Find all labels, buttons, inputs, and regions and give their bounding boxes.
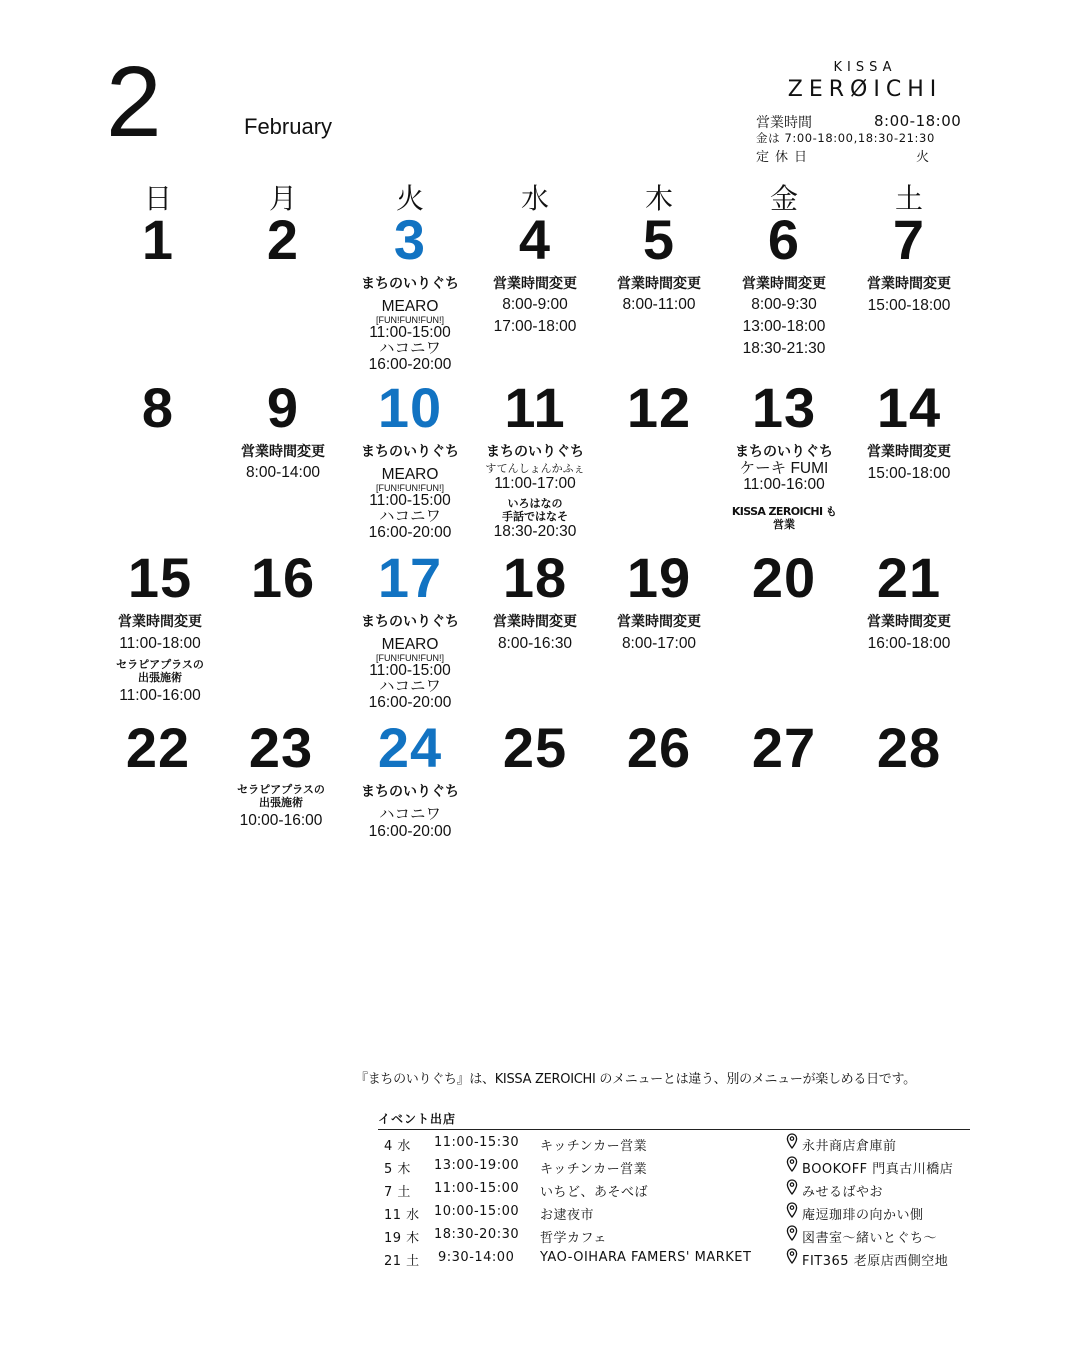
event-text: ハコニワ bbox=[378, 678, 441, 695]
day-4 bbox=[473, 208, 597, 336]
event-text: MEARO bbox=[381, 466, 439, 483]
day-16 bbox=[221, 546, 345, 609]
event-name: 哲学カフェ bbox=[540, 1231, 607, 1246]
event-row bbox=[378, 1199, 970, 1222]
day-9 bbox=[221, 376, 345, 482]
event-text: ケーキ FUMI bbox=[739, 460, 829, 477]
day-15 bbox=[98, 546, 222, 705]
footnote: 『まちのいりぐち』は、KISSA ZEROICHI のメニューとは違う、別のメニューが楽しめる日です。 bbox=[355, 1072, 916, 1087]
day-number: 20 bbox=[751, 546, 817, 609]
event-row bbox=[378, 1176, 970, 1199]
event-place: 庵逗珈琲の向かい側 bbox=[802, 1208, 924, 1223]
event-text: ハコニワ bbox=[378, 806, 441, 823]
event-time: 10:00-15:00 bbox=[434, 1204, 520, 1219]
day-events bbox=[597, 275, 721, 314]
day-events bbox=[473, 275, 597, 336]
event-text: ハコニワ bbox=[378, 508, 441, 525]
day-1 bbox=[96, 208, 220, 271]
month-number: 2 bbox=[106, 46, 160, 158]
event-place: BOOKOFF 門真古川橋店 bbox=[802, 1162, 954, 1177]
event-list bbox=[378, 1110, 970, 1268]
day-28 bbox=[847, 716, 971, 779]
event-time: 8:00-16:30 bbox=[497, 635, 573, 652]
day-number: 22 bbox=[125, 716, 191, 779]
event-time: 9:30-14:00 bbox=[438, 1250, 515, 1265]
day-number: 9 bbox=[266, 376, 300, 439]
day-number: 12 bbox=[626, 376, 692, 439]
event-time: 11:00-15:00 bbox=[434, 1181, 520, 1196]
event-heading: 営業時間変更 bbox=[493, 614, 577, 630]
brand-logo bbox=[740, 60, 990, 102]
event-time: 11:00-17:00 bbox=[494, 475, 576, 492]
friday-note: 金は 7:00-18:00,18:30-21:30 bbox=[756, 131, 935, 145]
day-number: 21 bbox=[876, 546, 942, 609]
event-time: 11:00-15:00 bbox=[369, 492, 451, 509]
event-heading: KISSA ZEROICHI も bbox=[731, 505, 837, 518]
closed-value: 火 bbox=[916, 150, 930, 165]
event-time: 8:00-9:30 bbox=[751, 296, 817, 313]
day-26 bbox=[597, 716, 721, 779]
day-22 bbox=[96, 716, 220, 779]
event-heading: 営業時間変更 bbox=[867, 276, 951, 292]
map-pin-icon bbox=[786, 1133, 798, 1153]
day-events bbox=[219, 783, 343, 830]
weekday-sat: 土 bbox=[894, 182, 923, 215]
day-number: 8 bbox=[141, 376, 175, 439]
weekday-thu: 木 bbox=[644, 182, 673, 215]
event-heading: 営業時間変更 bbox=[617, 276, 701, 292]
event-heading: 営業時間変更 bbox=[118, 614, 202, 630]
day-10 bbox=[348, 376, 472, 541]
event-time: 11:00-15:30 bbox=[434, 1135, 520, 1150]
event-date: 7 土 bbox=[384, 1185, 411, 1200]
weekday-fri: 金 bbox=[769, 182, 798, 215]
brand-top: KISSA bbox=[833, 60, 897, 75]
event-name: キッチンカー営業 bbox=[540, 1139, 648, 1154]
event-heading: 営業時間変更 bbox=[742, 276, 826, 292]
day-12 bbox=[597, 376, 721, 439]
event-heading: セラピアプラスの bbox=[237, 783, 325, 796]
day-number: 6 bbox=[767, 208, 801, 271]
closed-label: 定休日 bbox=[756, 150, 814, 165]
event-name: キッチンカー営業 bbox=[540, 1162, 648, 1177]
day-24 bbox=[348, 716, 472, 840]
day-6 bbox=[722, 208, 846, 358]
event-time: 13:00-19:00 bbox=[434, 1158, 520, 1173]
map-pin-icon bbox=[786, 1248, 798, 1268]
event-place: FIT365 老原店西側空地 bbox=[802, 1254, 949, 1269]
event-note: [FUN!FUN!FUN!] bbox=[376, 483, 444, 493]
weekday-sun: 日 bbox=[143, 182, 172, 215]
day-number: 5 bbox=[642, 208, 676, 271]
event-time: 16:00-20:00 bbox=[368, 524, 452, 541]
day-number: 13 bbox=[751, 376, 817, 439]
event-heading: セラピアプラスの bbox=[116, 658, 204, 671]
event-time: 18:30-21:30 bbox=[742, 340, 826, 357]
day-events bbox=[473, 613, 597, 653]
event-text: MEARO bbox=[381, 636, 439, 653]
day-events bbox=[348, 443, 472, 541]
event-time: 11:00-15:00 bbox=[369, 324, 451, 341]
day-number: 4 bbox=[518, 208, 552, 271]
day-21 bbox=[847, 546, 971, 653]
event-date: 19 木 bbox=[384, 1231, 420, 1246]
event-text: ハコニワ bbox=[378, 340, 441, 357]
day-events bbox=[348, 275, 472, 373]
event-heading: 営業 bbox=[773, 518, 795, 531]
event-list-title: イベント出店 bbox=[378, 1110, 970, 1130]
event-date: 21 土 bbox=[384, 1254, 420, 1269]
day-13 bbox=[722, 376, 846, 531]
event-heading: 手話ではなそ bbox=[502, 510, 568, 523]
event-time: 15:00-18:00 bbox=[867, 297, 951, 314]
event-heading: まちのいりぐち bbox=[361, 614, 459, 630]
event-time: 8:00-9:00 bbox=[502, 296, 568, 313]
day-number: 3 bbox=[393, 208, 427, 271]
event-heading: まちのいりぐち bbox=[361, 444, 459, 460]
day-25 bbox=[473, 716, 597, 779]
event-heading: 営業時間変更 bbox=[493, 276, 577, 292]
event-heading: まちのいりぐち bbox=[361, 276, 459, 292]
day-17 bbox=[348, 546, 472, 711]
map-pin-icon bbox=[786, 1156, 798, 1176]
event-time: 11:00-16:00 bbox=[119, 687, 201, 704]
month-name: February bbox=[244, 114, 333, 139]
event-place: 永井商店倉庫前 bbox=[802, 1139, 897, 1154]
hours-value: 8:00-18:00 bbox=[874, 112, 962, 130]
event-row bbox=[378, 1153, 970, 1176]
event-time: 11:00-18:00 bbox=[119, 635, 201, 652]
event-date: 5 木 bbox=[384, 1162, 411, 1177]
day-number: 23 bbox=[248, 716, 314, 779]
day-number: 25 bbox=[502, 716, 568, 779]
day-18 bbox=[473, 546, 597, 653]
weekday-mon: 月 bbox=[268, 182, 297, 215]
brand-name: ZERØICHI bbox=[787, 77, 943, 102]
day-11 bbox=[473, 376, 597, 540]
event-note: [FUN!FUN!FUN!] bbox=[376, 315, 444, 325]
event-time: 8:00-14:00 bbox=[245, 464, 321, 481]
event-heading: 出張施術 bbox=[259, 796, 303, 809]
day-23 bbox=[219, 716, 343, 830]
day-number: 24 bbox=[377, 716, 443, 779]
event-heading: 営業時間変更 bbox=[617, 614, 701, 630]
day-events bbox=[597, 613, 721, 653]
event-heading: 営業時間変更 bbox=[867, 614, 951, 630]
day-number: 27 bbox=[751, 716, 817, 779]
day-3 bbox=[348, 208, 472, 373]
day-events bbox=[847, 613, 971, 653]
event-heading: まちのいりぐち bbox=[361, 784, 459, 800]
event-time: 16:00-20:00 bbox=[368, 356, 452, 373]
event-time: 18:30-20:30 bbox=[434, 1227, 520, 1242]
event-heading: いろはなの bbox=[507, 497, 563, 510]
day-events bbox=[221, 443, 345, 482]
day-number: 17 bbox=[377, 546, 443, 609]
day-events bbox=[722, 275, 846, 358]
event-place: みせるばやお bbox=[802, 1185, 884, 1200]
event-time: 16:00-20:00 bbox=[368, 823, 452, 840]
weekday-tue: 火 bbox=[395, 182, 424, 215]
event-heading: まちのいりぐち bbox=[486, 444, 584, 460]
day-events bbox=[348, 783, 472, 840]
map-pin-icon bbox=[786, 1225, 798, 1245]
event-row bbox=[378, 1222, 970, 1245]
event-date: 4 水 bbox=[384, 1139, 411, 1154]
day-number: 7 bbox=[892, 208, 926, 271]
day-8 bbox=[96, 376, 220, 439]
day-events bbox=[98, 613, 222, 705]
event-time: 8:00-11:00 bbox=[622, 296, 696, 313]
day-14 bbox=[847, 376, 971, 483]
day-events bbox=[847, 275, 971, 315]
event-place: 図書室〜緒いとぐち〜 bbox=[802, 1231, 938, 1246]
event-time: 16:00-18:00 bbox=[867, 635, 951, 652]
map-pin-icon bbox=[786, 1179, 798, 1199]
day-7 bbox=[847, 208, 971, 315]
closed-row bbox=[756, 146, 986, 164]
event-heading: 出張施術 bbox=[138, 671, 182, 684]
business-info bbox=[756, 112, 986, 164]
hours-label: 営業時間 bbox=[756, 115, 812, 131]
event-name: お逮夜市 bbox=[540, 1208, 595, 1223]
day-number: 10 bbox=[377, 376, 443, 439]
day-27 bbox=[722, 716, 846, 779]
event-text: MEARO bbox=[381, 298, 439, 315]
day-number: 11 bbox=[504, 376, 566, 439]
hours-row bbox=[756, 112, 986, 130]
event-time: 11:00-16:00 bbox=[743, 476, 825, 493]
day-number: 16 bbox=[250, 546, 316, 609]
map-pin-icon bbox=[786, 1202, 798, 1222]
event-time: 10:00-16:00 bbox=[239, 812, 323, 829]
event-note: [FUN!FUN!FUN!] bbox=[376, 653, 444, 663]
day-number: 28 bbox=[876, 716, 942, 779]
event-row bbox=[378, 1130, 970, 1153]
event-time: 17:00-18:00 bbox=[493, 318, 577, 335]
event-row bbox=[378, 1245, 970, 1268]
weekday-wed: 水 bbox=[520, 182, 549, 215]
event-name: いちど、あそべば bbox=[540, 1185, 649, 1200]
event-time: 15:00-18:00 bbox=[867, 465, 951, 482]
day-5 bbox=[597, 208, 721, 314]
day-number: 1 bbox=[141, 208, 175, 271]
day-events bbox=[722, 443, 846, 531]
event-time: 11:00-15:00 bbox=[369, 662, 451, 679]
event-time: 13:00-18:00 bbox=[742, 318, 826, 335]
day-2 bbox=[221, 208, 345, 271]
event-date: 11 水 bbox=[384, 1208, 420, 1223]
day-number: 19 bbox=[626, 546, 692, 609]
event-heading: まちのいりぐち bbox=[735, 444, 833, 460]
event-time: 16:00-20:00 bbox=[368, 694, 452, 711]
day-number: 15 bbox=[127, 546, 193, 609]
event-heading: 営業時間変更 bbox=[867, 444, 951, 460]
day-events bbox=[473, 443, 597, 540]
day-number: 26 bbox=[626, 716, 692, 779]
day-events bbox=[847, 443, 971, 483]
day-number: 18 bbox=[502, 546, 568, 609]
event-time: 18:30-20:30 bbox=[493, 523, 577, 540]
day-20 bbox=[722, 546, 846, 609]
event-text: すてんしょんかふぇ bbox=[485, 462, 585, 475]
event-heading: 営業時間変更 bbox=[241, 444, 325, 460]
event-time: 8:00-17:00 bbox=[621, 635, 697, 652]
event-name: YAO-OIHARA FAMERS' MARKET bbox=[540, 1250, 752, 1265]
day-19 bbox=[597, 546, 721, 653]
day-number: 14 bbox=[876, 376, 942, 439]
day-events bbox=[348, 613, 472, 711]
day-number: 2 bbox=[266, 208, 300, 271]
